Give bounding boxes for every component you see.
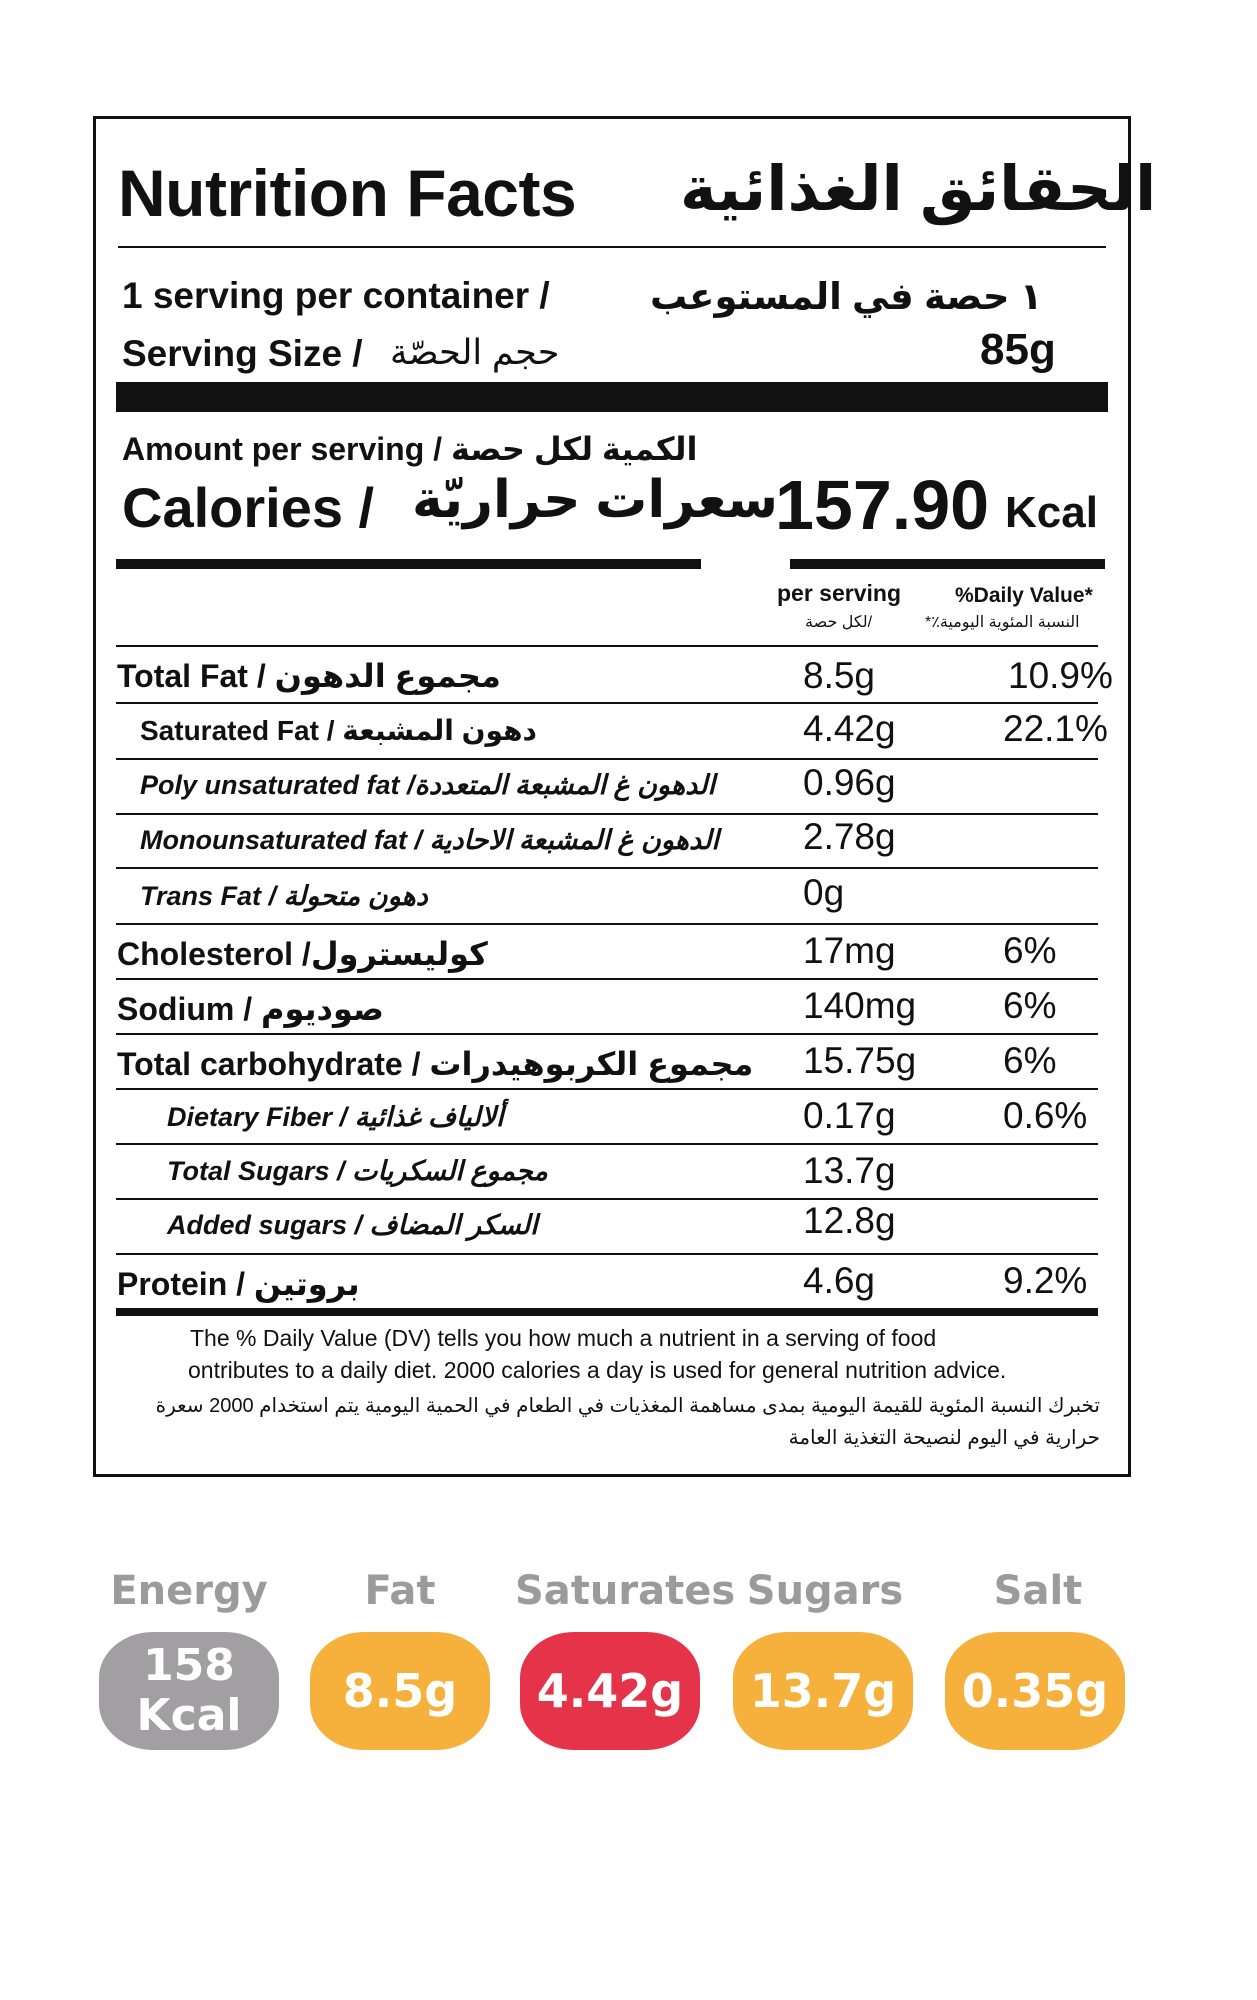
row-label-total-fat: Total Fat / مجموع الدهون (117, 658, 501, 694)
serving-size-label: Serving Size / (122, 333, 363, 374)
calories-label: Calories / (122, 476, 375, 539)
row-amount-total-carbohydrate: 15.75g (803, 1040, 917, 1081)
row-label-trans-fat: Trans Fat / دهون متحولة (140, 881, 428, 911)
row-label-protein: Protein / بروتين (117, 1266, 360, 1302)
row-divider (116, 1198, 1098, 1200)
row-divider (116, 645, 1098, 647)
footnote-english-line-2: ontributes to a daily diet. 2000 calories a day is used for general nutrition advice. (188, 1357, 1007, 1383)
row-divider (116, 1088, 1098, 1090)
row-divider (116, 758, 1098, 760)
badge-salt (945, 1632, 1125, 1750)
badge-title-sugars: Sugars (746, 1568, 904, 1614)
row-dv-total-fat: 10.9% (1008, 655, 1113, 696)
row-divider (116, 923, 1098, 925)
row-amount-poly-unsaturated-fat: 0.96g (803, 762, 896, 803)
title-arabic: الحقائق الغذائية (680, 155, 1157, 224)
row-label-saturated-fat: Saturated Fat / دهون المشبعة (140, 715, 537, 746)
badge-sugars-value: 13.7g (749, 1664, 897, 1718)
column-per-serving: per serving (777, 580, 901, 606)
row-amount-added-sugars: 12.8g (803, 1200, 896, 1241)
row-amount-sodium: 140mg (803, 985, 917, 1026)
row-label-sodium: Sodium / صوديوم (117, 991, 384, 1027)
row-divider (116, 813, 1098, 815)
row-divider (116, 1143, 1098, 1145)
footnote-english-line-1: The % Daily Value (DV) tells you how much a nutrient in a serving of food (190, 1325, 937, 1351)
row-label-cholesterol: Cholesterol /كوليسترول (117, 936, 488, 972)
column-per-serving-arabic: /لكل حصة (805, 614, 873, 631)
row-dv-total-carbohydrate: 6% (1003, 1040, 1057, 1081)
calories-unit: Kcal (1005, 488, 1098, 537)
row-amount-trans-fat: 0g (803, 872, 845, 913)
footnote-arabic-line-2: حرارية في اليوم لنصيحة التغذية العامة (788, 1427, 1100, 1449)
row-divider (116, 978, 1098, 980)
row-label-total-carbohydrate: Total carbohydrate / مجموع الكربوهيدرات (117, 1046, 754, 1082)
serving-size-label-arabic: حجم الحصّة (390, 333, 560, 372)
calories-value: 157.90 (775, 466, 990, 544)
badge-title-salt: Salt (993, 1568, 1083, 1614)
footnote-arabic-line-1: تخبرك النسبة المئوية للقيمة اليومية بمدى مساهمة المغذيات في الطعام في الحمية اليومية يتم استخدام 2000 سعرة (155, 1395, 1100, 1417)
row-label-dietary-fiber: Dietary Fiber / ألالياف غذائية (167, 1102, 504, 1132)
row-divider (116, 702, 1098, 704)
row-amount-cholesterol: 17mg (803, 930, 896, 971)
badge-saturates (520, 1632, 700, 1750)
badge-energy (99, 1632, 279, 1750)
badge-salt-value: 0.35g (961, 1664, 1109, 1718)
row-amount-total-sugars: 13.7g (803, 1150, 896, 1191)
servings-per-container-arabic: ١ حصة في المستوعب (650, 276, 1043, 317)
divider (118, 246, 1106, 248)
row-dv-dietary-fiber: 0.6% (1003, 1095, 1088, 1136)
calories-underline (116, 559, 701, 569)
row-divider (116, 1033, 1098, 1035)
row-divider (116, 1253, 1098, 1255)
row-dv-saturated-fat: 22.1% (1003, 708, 1108, 749)
row-label-total-sugars: Total Sugars / مجموع السكريات (167, 1156, 548, 1186)
row-dv-protein: 9.2% (1003, 1260, 1088, 1301)
column-daily-value-arabic: النسبة المئوية اليومية٪* (925, 614, 1080, 631)
row-amount-total-fat: 8.5g (803, 655, 876, 696)
row-amount-saturated-fat: 4.42g (803, 708, 896, 749)
thick-divider (116, 382, 1108, 412)
badge-sugars (733, 1632, 913, 1750)
serving-size-value: 85g (980, 325, 1056, 374)
amount-per-serving: Amount per serving / الكمية لكل حصة (122, 431, 698, 467)
column-daily-value: %Daily Value* (955, 584, 1093, 607)
badge-energy-value: 158 (143, 1640, 235, 1691)
calories-value-underline (790, 559, 1105, 569)
badge-title-saturates: Saturates (515, 1568, 736, 1614)
badge-saturates-value: 4.42g (536, 1664, 684, 1718)
badge-fat-value: 8.5g (342, 1664, 458, 1718)
calories-label-arabic: سعرات حراريّة (412, 471, 779, 529)
row-dv-sodium: 6% (1003, 985, 1057, 1026)
row-label-poly-unsaturated-fat: Poly unsaturated fat /الدهون غ المشبعة المتعددة (140, 770, 716, 800)
badge-title-energy: Energy (110, 1568, 268, 1614)
row-amount-protein: 4.6g (803, 1260, 876, 1301)
servings-per-container: 1 serving per container / (122, 275, 550, 316)
row-divider (116, 867, 1098, 869)
badge-energy-unit: Kcal (136, 1690, 242, 1741)
title-english: Nutrition Facts (118, 156, 577, 230)
row-label-monounsaturated-fat: Monounsaturated fat / الدهون غ المشبعة الاحادية (140, 825, 719, 855)
row-amount-monounsaturated-fat: 2.78g (803, 816, 896, 857)
thick-divider-bottom (116, 1308, 1098, 1316)
row-amount-dietary-fiber: 0.17g (803, 1095, 896, 1136)
row-dv-cholesterol: 6% (1003, 930, 1057, 971)
row-label-added-sugars: Added sugars / السكر المضاف (167, 1210, 538, 1240)
badge-fat (310, 1632, 490, 1750)
badge-title-fat: Fat (364, 1568, 436, 1614)
